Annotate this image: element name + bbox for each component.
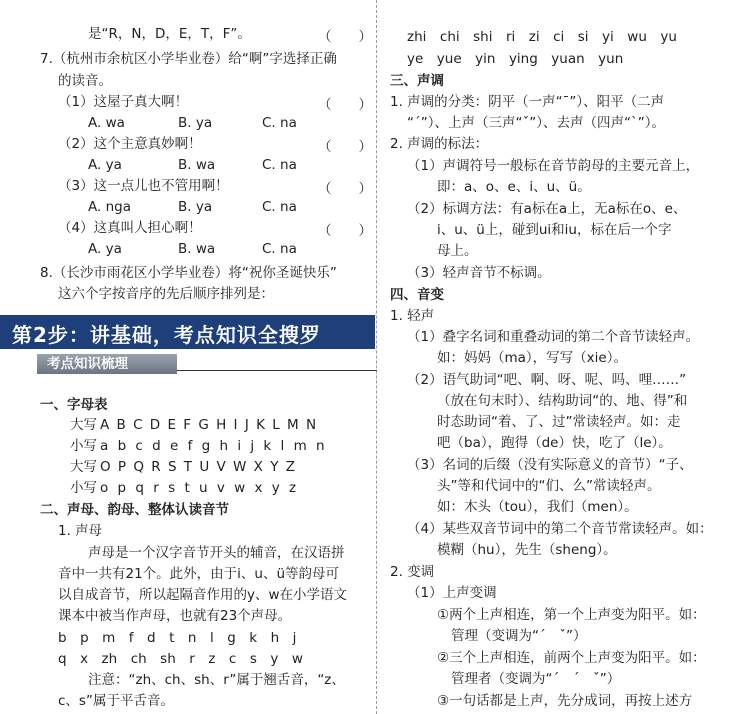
note-line: 注意：“zh、ch、sh、r”属于翘舌音，“z、 bbox=[88, 672, 345, 688]
tag-underline bbox=[177, 370, 377, 371]
paragraph-line: 声母是一个汉字音节开头的辅音，在汉语拼 bbox=[88, 545, 345, 561]
text-line: （1）声调符号一般标在音节韵母的主要元音上， bbox=[407, 158, 700, 174]
section-tag bbox=[37, 354, 337, 376]
alphabet-label: 大写 bbox=[70, 417, 97, 433]
text-line: 吧（ba），跑得（de）快，吃了（le）。 bbox=[437, 435, 672, 451]
option-b: B. wa bbox=[178, 241, 216, 257]
option-a: A. wa bbox=[88, 115, 125, 131]
text-line: 1. 声调的分类：阴平（一声“ˉ”）、阳平（二声 bbox=[390, 94, 665, 110]
option-c: C. na bbox=[262, 115, 297, 131]
q7-item-2: （2）这个主意真妙啊！ bbox=[58, 136, 202, 152]
section-heading: 二、声母、韵母、整体认读音节 bbox=[40, 502, 229, 518]
answer-paren: （ ） bbox=[318, 97, 372, 113]
initials-row: b p m f d t n l g k h j bbox=[58, 630, 297, 646]
alphabet-letters: O P Q R S T U V W X Y Z bbox=[100, 459, 297, 475]
subsection-heading: 1. 轻声 bbox=[390, 308, 435, 324]
step-banner bbox=[0, 315, 375, 349]
column-divider bbox=[376, 0, 377, 714]
q7-line1: 7.（杭州市余杭区小学毕业卷）给“啊”字选择正确 bbox=[40, 51, 337, 67]
section-heading: 三、声调 bbox=[390, 73, 444, 89]
option-c: C. na bbox=[262, 157, 297, 173]
answer-paren: （ ） bbox=[318, 139, 372, 155]
option-b: B. ya bbox=[178, 199, 213, 215]
text-line: （4）某些双音节词中的第二个音节常读轻声。如： bbox=[407, 521, 713, 537]
syllable-row: ye yue yin ying yuan yun bbox=[407, 51, 624, 67]
text-line: 管理者（变调为“ˊ ˊ ˇ”） bbox=[451, 671, 621, 687]
tag-label: 考点知识梳理 bbox=[37, 354, 177, 374]
alphabet-label: 小写 bbox=[70, 438, 97, 454]
text-line: （1）上声变调 bbox=[407, 585, 497, 601]
q7-item-3: （3）这一点儿也不管用啊！ bbox=[58, 178, 229, 194]
text-line: i、u、ü上，碰到ui和iu，标在后一个字 bbox=[437, 222, 672, 238]
text-line: （2）语气助词“吧、啊、呀、呢、吗、哩……” bbox=[407, 372, 687, 388]
q7-item-4: （4）这真叫人担心啊！ bbox=[58, 220, 202, 236]
text-line: （放在句末时）、结构助词“的、地、得”和 bbox=[437, 393, 688, 409]
answer-paren: （ ） bbox=[318, 181, 372, 197]
option-a: A. ya bbox=[88, 157, 122, 173]
option-a: A. ya bbox=[88, 241, 122, 257]
alphabet-letters: o p q r s t u v w x y z bbox=[100, 480, 299, 496]
alphabet-letters: a b c d e f g h i j k l m n bbox=[100, 438, 328, 454]
paragraph-line: 课本中被当作声母，也就有23个声母。 bbox=[58, 608, 292, 624]
text-line: 管理（变调为“ˊ ˇ”） bbox=[451, 628, 587, 644]
text-line: （1）叠字名词和重叠动词的第二个音节读轻声。 bbox=[407, 329, 700, 345]
text-line: “ˊ”）、上声（三声“ˇ”）、去声（四声“ˋ”）。 bbox=[407, 115, 665, 131]
text-line: 如：妈妈（ma），写写（xie）。 bbox=[437, 350, 627, 366]
text-line: 即：a、o、e、i、u、ü。 bbox=[437, 179, 591, 195]
text-line: ②三个上声相连，前两个上声变为阳平。如： bbox=[437, 650, 706, 666]
answer-paren: （ ） bbox=[318, 223, 372, 239]
text-line: 时态助词“着、了、过”常读轻声。如：走 bbox=[437, 414, 681, 430]
q7-line2: 的读音。 bbox=[58, 73, 112, 89]
text-line: （3）轻声音节不标调。 bbox=[407, 265, 551, 281]
paragraph-line: 音中一共有21个。此外，由于i、u、ü等韵母可 bbox=[58, 566, 340, 582]
answer-paren: （ ） bbox=[318, 29, 372, 45]
subsection-heading: 1. 声母 bbox=[58, 523, 103, 539]
note-line: c、s”属于平舌音。 bbox=[58, 693, 174, 709]
subsection-heading: 2. 变调 bbox=[390, 564, 435, 580]
text-line: 如：木头（tou），我们（men）。 bbox=[437, 499, 638, 515]
text-line: （3）名词的后缀（没有实际意义的音节）“子、 bbox=[407, 457, 693, 473]
text-line: （2）标调方法：有a标在a上，无a标在o、e、 bbox=[407, 201, 687, 217]
paragraph-line: 以自成音节，所以起隔音作用的y、w在小学语文 bbox=[58, 587, 348, 603]
alphabet-label: 小写 bbox=[70, 480, 97, 496]
option-b: B. wa bbox=[178, 157, 216, 173]
q6-tail: 是“R，N，D，E，T，F”。 bbox=[88, 26, 251, 42]
section-heading: 四、音变 bbox=[390, 287, 444, 303]
q7-item-1: （1）这屋子真大啊！ bbox=[58, 94, 189, 110]
text-line: 母上。 bbox=[437, 243, 478, 259]
alphabet-label: 大写 bbox=[70, 459, 97, 475]
text-line: ③一句话都是上声，先分成词，再按上述方 bbox=[437, 693, 693, 709]
alphabet-letters: A B C D E F G H I J K L M N bbox=[100, 417, 318, 433]
banner-title: 第2步：讲基础，考点知识全搜罗 bbox=[12, 323, 321, 347]
section-heading: 一、字母表 bbox=[40, 397, 108, 413]
q8-line2: 这六个字按音序的先后顺序排列是： bbox=[58, 286, 274, 302]
q8-line1: 8.（长沙市雨花区小学毕业卷）将“祝你圣诞快乐” bbox=[40, 265, 337, 281]
syllable-row: zhi chi shi ri zi ci si yi wu yu bbox=[407, 29, 677, 45]
option-b: B. ya bbox=[178, 115, 213, 131]
option-c: C. na bbox=[262, 241, 297, 257]
option-a: A. nga bbox=[88, 199, 131, 215]
option-c: C. na bbox=[262, 199, 297, 215]
text-line: 模糊（hu），先生（sheng）。 bbox=[437, 542, 617, 558]
text-line: ①两个上声相连，第一个上声变为阳平。如： bbox=[437, 607, 706, 623]
initials-row: q x zh ch sh r z c s y w bbox=[58, 651, 303, 667]
text-line: 头”等和代词中的“们、么”常读轻声。 bbox=[437, 478, 661, 494]
text-line: 2. 声调的标法： bbox=[390, 136, 489, 152]
